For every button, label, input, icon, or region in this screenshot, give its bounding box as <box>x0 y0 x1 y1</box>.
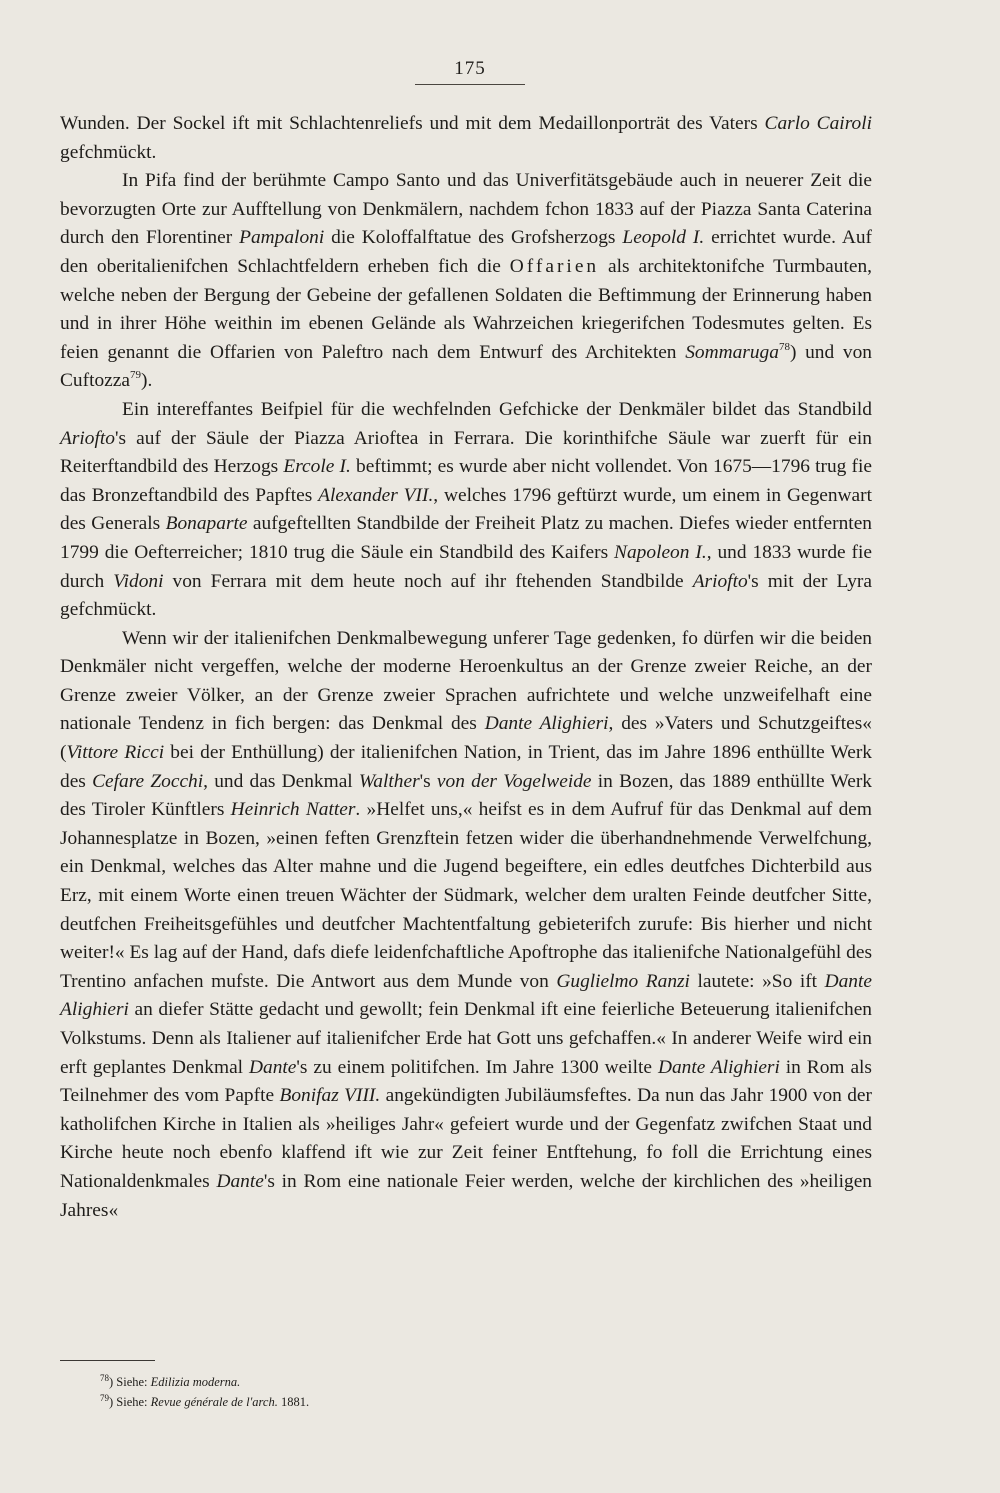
footnote-reference: 78 <box>778 340 790 353</box>
italic-name: Dante Alighieri <box>60 970 872 1021</box>
text-run: , und 1833 wurde fie durch <box>60 541 872 592</box>
text-run: , welches 1796 geftürzt wurde, um einem in Gegenwart des Generals <box>60 484 873 535</box>
italic-name: Carlo Cairoli <box>764 113 872 134</box>
text-run: 's <box>419 770 437 792</box>
footnote <box>100 1392 800 1412</box>
footnotes <box>100 1372 800 1412</box>
text-run: 's in Rom eine nationale Feier werden, welche der kirchlichen des »heiligen Jahres« <box>60 1170 872 1221</box>
text-run: errichtet wurde. Auf den oberitalienifchen Schlachtfeldern erheben fich die <box>60 227 873 277</box>
italic-name: Pampaloni <box>239 227 325 249</box>
text-run: an diefer Stätte gedacht und gewollt; fein Denkmal ift eine feierliche Beteuerung italienifchen Volkstums. Denn als Italiener auf italienifcher Erde hat Gott uns gefchaffen.« In anderer Weife wird ein erft geplantes Denkmal <box>60 999 872 1078</box>
footnote-separator <box>60 1360 155 1361</box>
italic-name: Bonifaz VIII. <box>279 1085 381 1107</box>
footnote-reference: 79 <box>130 369 141 382</box>
text-run: ) Siehe: <box>109 1395 151 1409</box>
text-run: gefchmückt. <box>60 141 157 163</box>
text-run: , des »Vaters und Schutzgeiftes« ( <box>60 713 872 764</box>
text-run: , und das Denkmal <box>203 770 359 792</box>
text-run: lautete: »So ift <box>689 970 825 992</box>
spaced-term: Offarien <box>509 255 600 277</box>
paragraph <box>60 110 872 167</box>
italic-name: Cefare Zocchi <box>92 770 204 792</box>
italic-name: Edilizia moderna. <box>150 1375 241 1389</box>
italic-name: Napoleon I. <box>614 541 707 563</box>
text-run: ) und von Cuftozza <box>60 341 872 392</box>
text-run: ). <box>141 370 153 392</box>
italic-name: Dante <box>249 1056 297 1078</box>
page-number: 175 <box>415 58 525 85</box>
footnote <box>100 1372 800 1392</box>
italic-name: Revue générale de l'arch. <box>150 1395 278 1409</box>
text-run: 's zu einem politifchen. Im Jahre 1300 weilte <box>296 1056 658 1078</box>
italic-name: Guglielmo Ranzi <box>556 970 690 992</box>
text-run: . »Helfet uns,« heifst es in dem Aufruf für das Denkmal auf dem Johannesplatze in Bozen, »einen feften Grenzftein fetzen wider die überhandnehmende Verwelfchung, ein Denkmal, welches das Alter mahne und die Jugend begeiftere, ein edles deutfches Dichterbild aus Erz, mit einem Worte einen treuen Wächter der Südmark, welcher dem uralten Feinde deutfcher Sitte, deutfchen Freiheitsgefühles und deutfcher Machtentfaltung gebieterifch zurufe: Bis hierher und nicht weiter!« Es lag auf der Hand, dafs diefe leidenfchaftliche Apoftrophe das italienifche Nationalgefühl des Trentino anfachen mufste. Die Antwort aus dem Munde von <box>60 799 872 992</box>
text-run: von Ferrara mit dem heute noch auf ihr ftehenden Standbilde <box>163 570 693 592</box>
paragraph <box>60 625 872 1225</box>
italic-name: von der Vogelweide <box>436 770 592 792</box>
text-run: als architektonifche Turmbauten, welche neben der Bergung der Gebeine der gefallenen Soldaten die Beftimmung der Erinnerung haben und in ihrer Höhe weithin im ebenen Gelände als Wahrzeichen kriegerifchen Todesmutes gelten. Es feien genannt die Offarien von Paleftro nach dem Entwurf des Architekten <box>60 255 872 363</box>
italic-name: Leopold I. <box>622 227 705 249</box>
italic-name: Ariofto <box>60 427 115 449</box>
text-run: bei der Enthüllung) der italienifchen Nation, in Trient, das im Jahre 1896 enthüllte Werk des <box>60 742 873 792</box>
italic-name: Dante Alighieri <box>657 1056 780 1078</box>
text-run: Ein intereffantes Beifpiel für die wechfelnden Gefchicke der Denkmäler bildet das Standbild <box>122 398 872 420</box>
text-run: Wunden. Der Sockel ift mit Schlachtenreliefs und mit dem Medaillonporträt des Vaters <box>60 113 765 134</box>
italic-name: Ercole I. <box>283 456 351 478</box>
italic-name: Ariofto <box>692 570 748 592</box>
italic-name: Walther <box>358 770 420 792</box>
paragraph <box>60 167 872 396</box>
text-run: beftimmt; es wurde aber nicht vollendet. Von 1675—1796 trug fie das Bronzeftandbild des Papftes <box>60 456 872 506</box>
text-run: aufgeftellten Standbilde der Freiheit Platz zu machen. Diefes wieder entfernten 1799 die Oefterreicher; 1810 trug die Säule ein Standbild des Kaifers <box>60 513 872 563</box>
text-run: Wenn wir der italienifchen Denkmalbewegung unferer Tage gedenken, fo dürfen wir die beiden Denkmäler nicht vergeffen, welche der moderne Heroenkultus an der Grenze zweier Reiche, an der Grenze zweier Völker, an der Grenze zweier Sprachen aufrichtete und welche unzweifelhaft eine nationale Tendenz in fich bergen: das Denkmal des <box>60 627 872 735</box>
body-text <box>60 110 872 1225</box>
text-run: In Pifa find der berühmte Campo Santo und das Univerfitätsgebäude auch in neuerer Zeit die bevorzugten Orte zur Aufftellung von Denkmälern, nachdem fchon 1833 auf der Piazza Santa Caterina durch den Florentiner <box>60 170 872 249</box>
italic-name: Sommaruga <box>685 341 779 363</box>
text-run: die Koloffalftatue des Grofsherzogs <box>324 227 623 249</box>
text-run: 's auf der Säule der Piazza Arioftea in Ferrara. Die korinthifche Säule war zuerft für ein Reiterftandbild des Herzogs <box>60 427 872 478</box>
italic-name: Heinrich Natter <box>230 799 356 821</box>
italic-name: Dante <box>216 1170 264 1192</box>
footnote-reference: 79 <box>100 1393 109 1403</box>
paragraph <box>60 396 872 625</box>
text-run: 's mit der Lyra gefchmückt. <box>60 570 872 621</box>
text-run: ) Siehe: <box>109 1375 151 1389</box>
text-run: 1881. <box>277 1395 310 1409</box>
footnote-reference: 78 <box>100 1373 109 1383</box>
italic-name: Bonaparte <box>165 513 248 535</box>
text-run: angekündigten Jubiläumsfeftes. Da nun das Jahr 1900 von der katholifchen Kirche in Italien als »heiliges Jahr« gefeiert wurde und der Gegenfatz zwifchen Staat und Kirche heute noch ebenfo klaffend ift wie zur Zeit feiner Entftehung, fo foll die Errichtung eines Nationaldenkmales <box>60 1085 872 1192</box>
italic-name: Alexander VII. <box>318 484 434 506</box>
italic-name: Vittore Ricci <box>66 742 165 764</box>
text-run: in Rom als Teilnehmer des vom Papfte <box>60 1056 872 1107</box>
text-run: in Bozen, das 1889 enthüllte Werk des Tiroler Künftlers <box>60 770 873 821</box>
italic-name: Dante Alighieri <box>484 713 609 735</box>
italic-name: Vidoni <box>113 570 164 592</box>
